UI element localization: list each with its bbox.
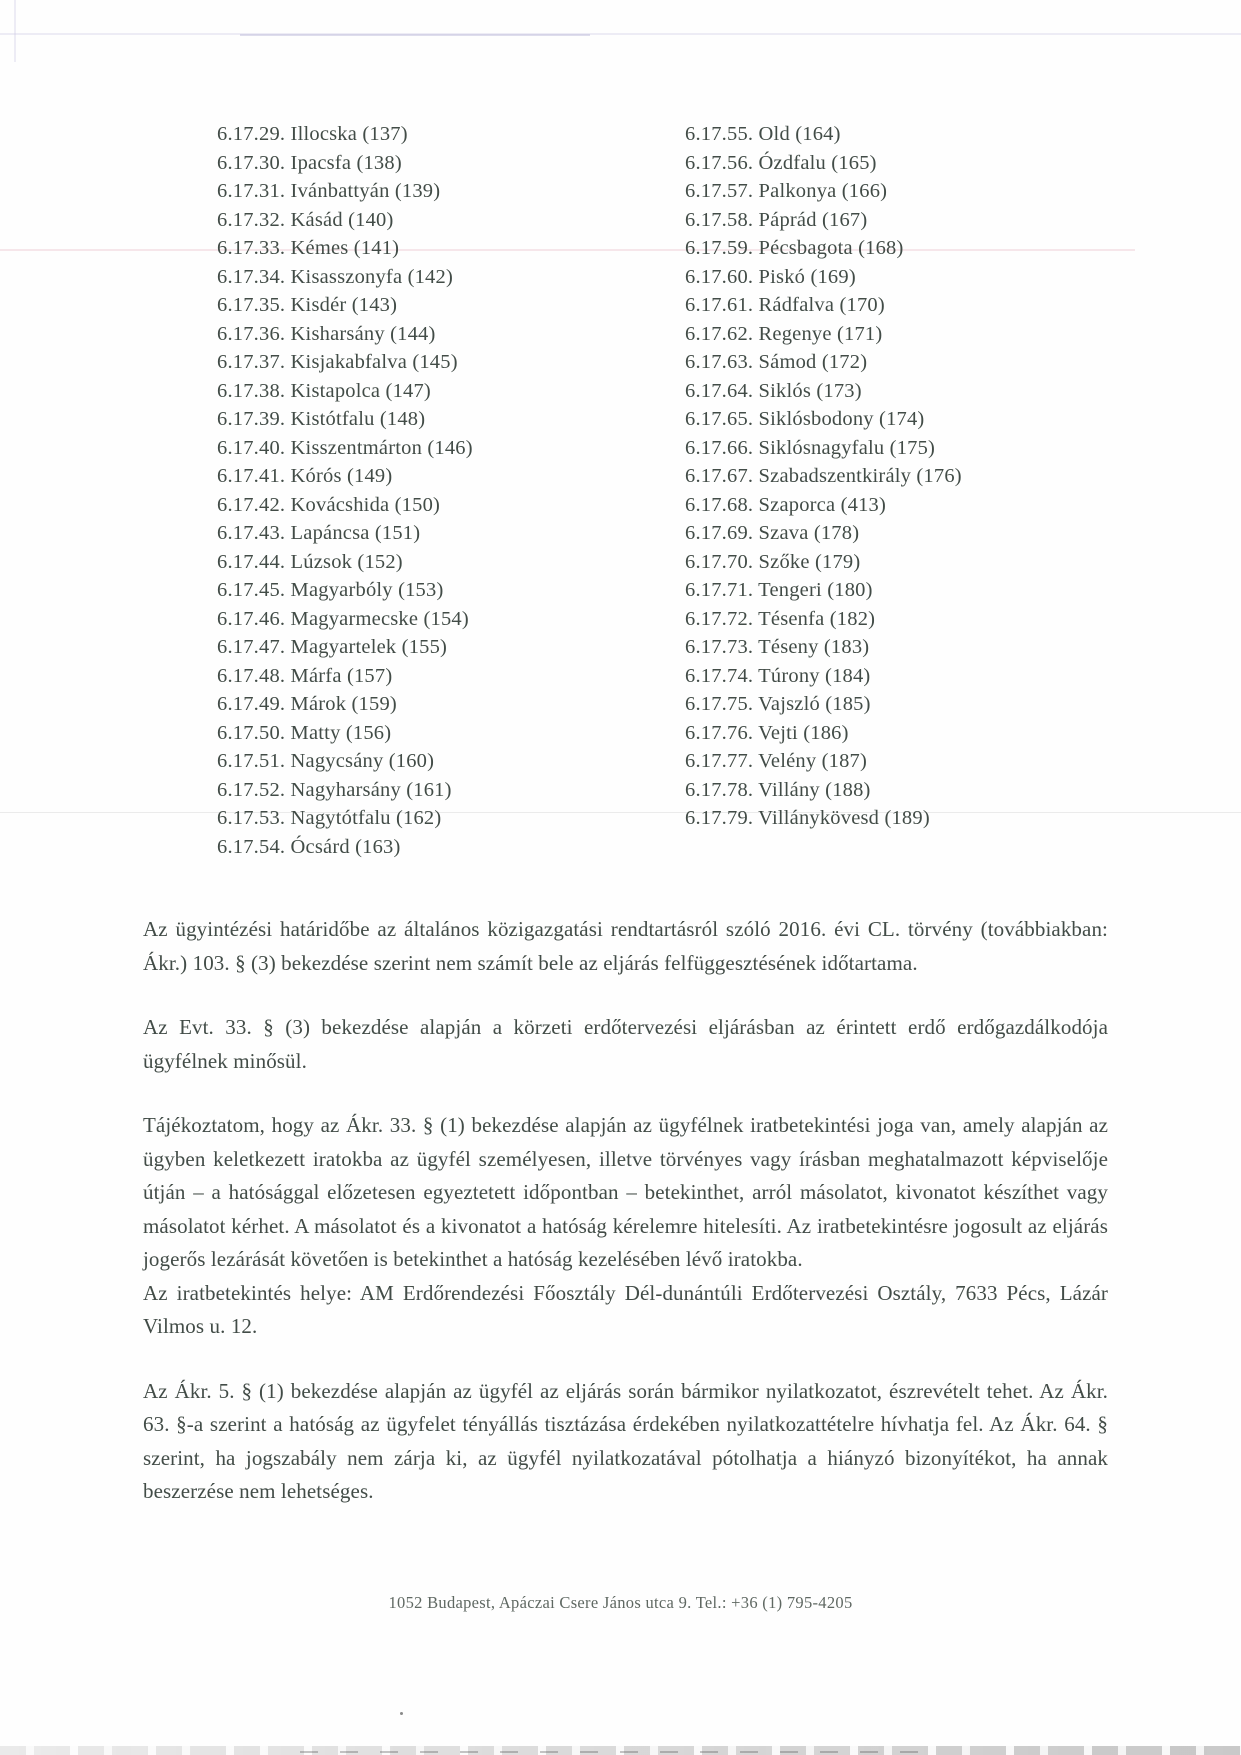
scan-artifact-top-line bbox=[0, 33, 1241, 35]
paragraph-client-status: Az Evt. 33. § (3) bekezdése alapján a körzeti erdőtervezési eljárásban az érintett erdő erdőgazdálkodója ügyfélnek minősül. bbox=[143, 1015, 1108, 1073]
list-item: 6.17.35. Kisdér (143) bbox=[217, 294, 398, 316]
list-item: 6.17.29. Illocska (137) bbox=[217, 123, 408, 145]
list-item: 6.17.53. Nagytótfalu (162) bbox=[217, 807, 442, 829]
scan-artifact-bottom-band bbox=[0, 1746, 1241, 1755]
list-item: 6.17.50. Matty (156) bbox=[217, 721, 392, 744]
list-item: 6.17.78. Villány (188) bbox=[685, 778, 871, 801]
list-item: 6.17.58. Páprád (167) bbox=[685, 208, 868, 231]
list-item: 6.17.51. Nagycsány (160) bbox=[217, 750, 435, 772]
list-item: 6.17.30. Ipacsfa (138) bbox=[217, 151, 402, 174]
scan-artifact-left-edge bbox=[14, 0, 16, 62]
paragraph-file-inspection: Tájékoztatom, hogy az Ákr. 33. § (1) bekezdése alapján az ügyfélnek iratbetekintési joga van, amely alapján az ügyben keletkezett iratokba az ügyfél személyesen, illetve törvényes vagy írásban meghatalmazott képviselője útján – a hatósággal előzetesen egyeztetett időpontban – betekinthet, arról másolatot, kivonatot készíthet vagy másolatot kérhet. A másolatot és a kivonatot a hatóság kérelemre hitelesíti. Az iratbetekintésre jogosult az eljárás jogerős lezárását követően is betekinthet a hatóság kezelésében lévő iratokba. bbox=[143, 1113, 1108, 1271]
list-item: 6.17.74. Túrony (184) bbox=[685, 664, 871, 687]
list-item: 6.17.48. Márfa (157) bbox=[217, 664, 393, 687]
list-item: 6.17.32. Kásád (140) bbox=[217, 208, 394, 231]
list-item: 6.17.33. Kémes (141) bbox=[217, 237, 400, 259]
list-item: 6.17.60. Piskó (169) bbox=[685, 265, 856, 288]
settlement-list bbox=[217, 120, 1157, 861]
list-item: 6.17.56. Ózdfalu (165) bbox=[685, 151, 877, 174]
list-item: 6.17.70. Szőke (179) bbox=[685, 550, 861, 573]
list-item: 6.17.57. Palkonya (166) bbox=[685, 180, 888, 202]
scan-artifact-bottom-band-2 bbox=[300, 1751, 940, 1753]
list-item: 6.17.34. Kisasszonyfa (142) bbox=[217, 265, 453, 288]
list-item: 6.17.62. Regenye (171) bbox=[685, 322, 883, 345]
body-paragraphs bbox=[143, 913, 1108, 1509]
list-item: 6.17.39. Kistótfalu (148) bbox=[217, 408, 426, 430]
paragraph-inspection-location: Az iratbetekintés helye: AM Erdőrendezési Főosztály Dél-dunántúli Erdőtervezési Osztály, 7633 Pécs, Lázár Vilmos u. 12. bbox=[143, 1280, 1108, 1338]
list-item: 6.17.67. Szabadszentkirály (176) bbox=[685, 465, 962, 487]
list-item: 6.17.44. Lúzsok (152) bbox=[217, 550, 403, 573]
list-item: 6.17.31. Ivánbattyán (139) bbox=[217, 180, 441, 202]
list-item: 6.17.75. Vajszló (185) bbox=[685, 693, 871, 715]
list-item: 6.17.63. Sámod (172) bbox=[685, 351, 868, 373]
list-item: 6.17.79. Villánykövesd (189) bbox=[685, 807, 930, 829]
list-item: 6.17.76. Vejti (186) bbox=[685, 721, 849, 744]
list-item: 6.17.68. Szaporca (413) bbox=[685, 493, 887, 516]
list-item: 6.17.72. Tésenfa (182) bbox=[685, 607, 876, 630]
list-item: 6.17.65. Siklósbodony (174) bbox=[685, 408, 925, 430]
list-item: 6.17.59. Pécsbagota (168) bbox=[685, 237, 904, 259]
list-item: 6.17.49. Márok (159) bbox=[217, 693, 397, 715]
list-item: 6.17.73. Téseny (183) bbox=[685, 636, 870, 658]
footer-address: 1052 Budapest, Apáczai Csere János utca 9. Tel.: +36 (1) 795-4205 bbox=[388, 1593, 853, 1612]
list-item: 6.17.71. Tengeri (180) bbox=[685, 579, 873, 601]
list-item: 6.17.43. Lapáncsa (151) bbox=[217, 522, 421, 544]
list-item: 6.17.46. Magyarmecske (154) bbox=[217, 607, 469, 630]
list-item: 6.17.77. Velény (187) bbox=[685, 750, 868, 772]
scan-artifact-dot bbox=[400, 1712, 403, 1715]
list-item: 6.17.54. Ócsárd (163) bbox=[217, 835, 401, 858]
list-item: 6.17.41. Kórós (149) bbox=[217, 465, 393, 487]
settlement-list-left-column bbox=[217, 120, 685, 861]
list-item: 6.17.69. Szava (178) bbox=[685, 522, 860, 544]
list-item: 6.17.42. Kovácshida (150) bbox=[217, 493, 441, 516]
paragraph-statement-rights: Az Ákr. 5. § (1) bekezdése alapján az ügyfél az eljárás során bármikor nyilatkozatot, észrevételt tehet. Az Ákr. 63. §-a szerint a hatóság az ügyfelet tényállás tisztázása érdekében nyilatkozattételre hívhatja fel. Az Ákr. 64. § szerint, ha jogszabály nem zárja ki, az ügyfél nyilatkozatával pótolhatja a hiányzó bizonyítékot, ha annak beszerzése nem lehetséges. bbox=[143, 1378, 1108, 1503]
list-item: 6.17.61. Rádfalva (170) bbox=[685, 294, 885, 316]
list-item: 6.17.36. Kisharsány (144) bbox=[217, 322, 436, 345]
list-item: 6.17.64. Siklós (173) bbox=[685, 379, 862, 402]
list-item: 6.17.40. Kisszentmárton (146) bbox=[217, 436, 473, 459]
paragraph-deadline-rule: Az ügyintézési határidőbe az általános közigazgatási rendtartásról szóló 2016. évi CL. törvény (továbbiakban: Ákr.) 103. § (3) bekezdése szerint nem számít bele az eljárás felfüggesztésének időtartama. bbox=[143, 917, 1108, 975]
list-item: 6.17.52. Nagyharsány (161) bbox=[217, 778, 452, 801]
list-item: 6.17.38. Kistapolca (147) bbox=[217, 379, 431, 402]
list-item: 6.17.47. Magyartelek (155) bbox=[217, 636, 448, 658]
list-item: 6.17.37. Kisjakabfalva (145) bbox=[217, 351, 458, 373]
list-item: 6.17.55. Old (164) bbox=[685, 123, 841, 145]
settlement-list-right-column bbox=[685, 120, 1157, 833]
list-item: 6.17.45. Magyarbóly (153) bbox=[217, 579, 444, 601]
scan-artifact-top-line-segment bbox=[240, 34, 590, 36]
list-item: 6.17.66. Siklósnagyfalu (175) bbox=[685, 436, 936, 459]
